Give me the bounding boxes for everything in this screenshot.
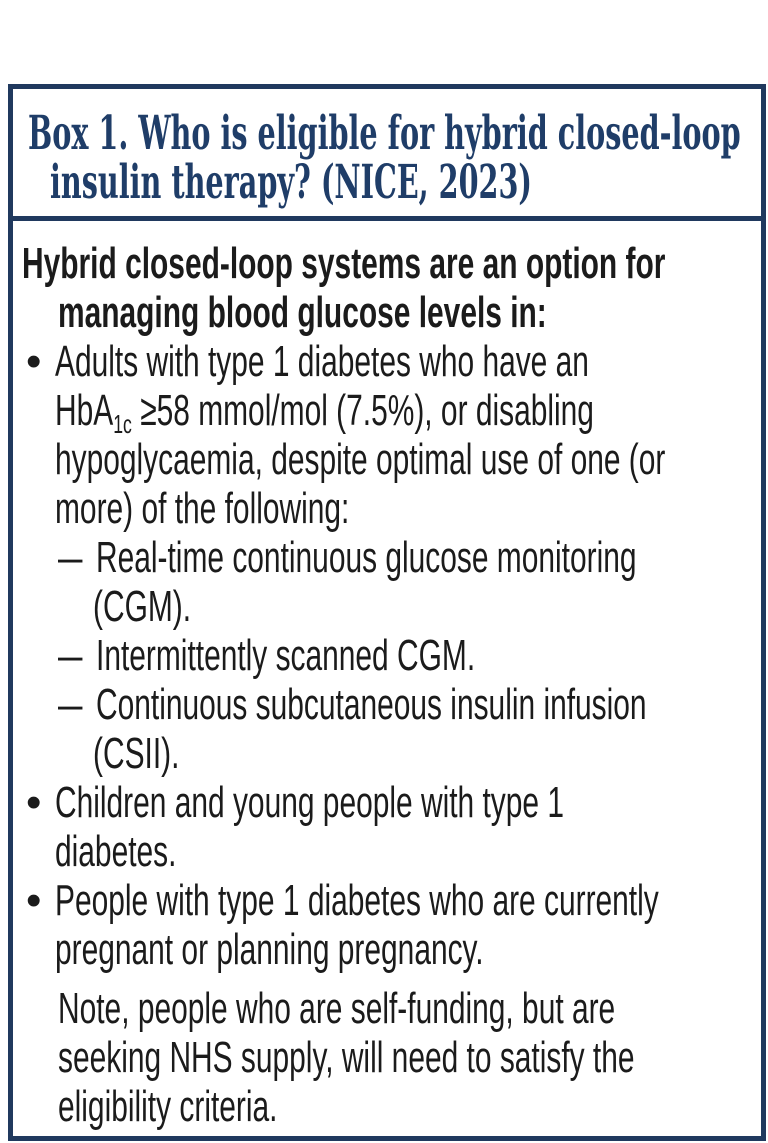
subbullet-cgm-line-2: (CGM).	[93, 582, 192, 631]
bullet-pregnancy-line-2: pregnant or planning pregnancy.	[55, 925, 484, 974]
hba1c-subscript: 1c	[113, 409, 132, 439]
box-title-line-2	[50, 155, 743, 210]
note-line-3: eligibility criteria.	[58, 1082, 278, 1131]
dash-icon: –	[58, 533, 83, 582]
note-line-1: Note, people who are self-funding, but are	[58, 984, 616, 1033]
note-line-2: seeking NHS supply, will need to satisfy the	[58, 1033, 635, 1082]
box-title-text-1: Box 1. Who is eligible for hybrid closed-loop	[28, 106, 741, 161]
dash-icon: –	[58, 680, 83, 729]
dash-icon: –	[58, 631, 83, 680]
bullet-children-line-1: • Children and young people with type 1	[26, 778, 564, 827]
bullet-adults-line-2	[55, 386, 743, 439]
box-body	[13, 221, 761, 1131]
bullet-pregnancy-line-1: • People with type 1 diabetes who are currently	[26, 876, 659, 925]
bullet-icon: •	[26, 337, 42, 386]
bullet-adults-line-4: more) of the following:	[55, 484, 350, 533]
intro-line-1: Hybrid closed-loop systems are an option for	[22, 239, 666, 288]
bullet-icon: •	[26, 876, 42, 925]
bullet-adults-line-1: • Adults with type 1 diabetes who have an	[26, 337, 589, 386]
intro-line-2: managing blood glucose levels in:	[58, 288, 547, 337]
hba1c-prefix: HbA	[55, 386, 114, 435]
subbullet-csii-line-1: – Continuous subcutaneous insulin infusion	[58, 680, 647, 729]
bullet-adults-line-3: hypoglycaemia, despite optimal use of one (or	[55, 435, 666, 484]
eligibility-info-box	[8, 84, 766, 1141]
bullet-icon: •	[26, 778, 42, 827]
box-header	[13, 89, 761, 221]
box-title-line-1	[28, 106, 743, 161]
subbullet-cgm-line-1: – Real-time continuous glucose monitoring	[58, 533, 637, 582]
threshold-text: ≥58 mmol/mol (7.5%), or disabling	[131, 386, 594, 435]
box-title-text-2: insulin therapy? (NICE, 2023)	[50, 155, 533, 210]
bullet-children-line-2: diabetes.	[55, 827, 177, 876]
subbullet-iscgm-line-1: – Intermittently scanned CGM.	[58, 631, 476, 680]
subbullet-csii-line-2: (CSII).	[93, 729, 180, 778]
